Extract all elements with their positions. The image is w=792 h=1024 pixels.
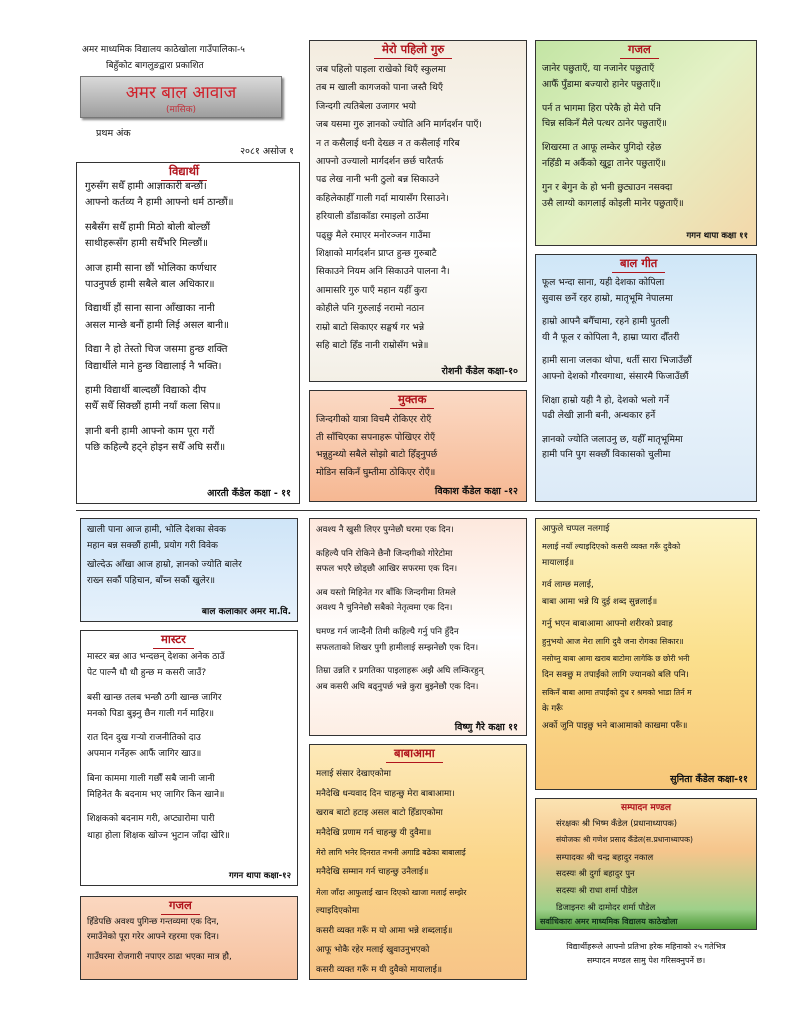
- poem-title: बाल गीत: [612, 255, 665, 273]
- editorial-board: [535, 798, 757, 930]
- poem-title: मेरो पहिलो गुरु: [374, 41, 452, 59]
- publisher-line: अमर माध्यमिक विद्यालय काठेखोला गाउँपालिका-५: [82, 45, 245, 55]
- poem-author: आरती कँडेल कक्षा - ११: [207, 488, 291, 499]
- poem-line: न त कसैलाई धनी देख्छ न त कसैलाई गरिब: [316, 137, 460, 149]
- poem-author: बाल कलाकार अमर मा.वि.: [201, 607, 291, 617]
- poem-line: खोल्देऊ आँखा आज हाम्रो, ज्ञानको ज्योति बालेर: [87, 560, 242, 570]
- poem-line: मलाई नयाँ ल्याइदिएको कसरी व्यक्त गरूँ दुवैको: [542, 541, 681, 551]
- poem-line: विद्यार्थीले माने हुन्छ विद्यालाई नै भक्ति।: [85, 360, 222, 372]
- poem-line: आफ्नो उज्यालो मार्गदर्शन छर्छ चारैतर्फ: [316, 156, 444, 168]
- frequency: (मासिक): [165, 105, 197, 115]
- poem-line: चिन्न सकिनँ मैले पत्थर ठानेर पछुताएँ॥: [542, 118, 667, 130]
- poem-line: राम्रो बाटो सिकाएर सङ्घर्ष गर भन्ने: [316, 321, 425, 333]
- poem-line: हामी साना जलका थोपा, धर्ती सारा भिजाउँछौं: [542, 355, 692, 367]
- poem-author: सुनिता कँडेल कक्षा-११: [670, 774, 748, 785]
- poem-line: गाउँघरमा रोजगारी नपाएर ठाढा भएका मात्र हौ,: [87, 952, 232, 962]
- poem-mero-pahilo-guru: [309, 40, 527, 382]
- poem-lines: [316, 411, 437, 481]
- poem-line: अपमान गर्नेहरू आफैं जागिर खाउ॥: [87, 749, 202, 760]
- poem-line: बिना काममा गाली गर्छौं सबै जानी जानी: [87, 773, 215, 784]
- poem-line: तिम्रा उन्नति र प्रगतिका पाइलाहरू अझै अघि लम्किरहुन्: [316, 666, 484, 677]
- poem-baal-geet: [535, 254, 757, 502]
- poem-title: मास्टर: [153, 631, 194, 649]
- poem-line: खाली पाना आज हामी, भोलि देशका सेवक: [87, 525, 226, 535]
- poem-line: विद्यार्थी हौं साना साना आँखाका नानी: [85, 303, 215, 315]
- poem-line: अवश्य नै खुसी लिएर पुग्नेछौ घरमा एक दिन।: [316, 525, 454, 535]
- poem-line: ज्ञानी बनी हामी आफ्नो काम पूरा गरौं: [85, 425, 215, 437]
- poem-line: नसोच्नु बाबा आमा खराब बाटोमा लागेकि छ छोरी भनी: [542, 654, 690, 663]
- poem-babaama: [309, 744, 527, 980]
- poem-line: पछि कहिल्यै हट्ने होइन सधैँ अघि सरौं॥: [85, 442, 226, 454]
- poem-line: सकिनँ बाबा आमा तपाईंको दुध र श्रमको भाडा तिर्न म: [542, 688, 692, 697]
- poem-line: घमण्ड गर्न जान्दैनौ तिमी कहिल्यै गर्नु पनि हुँदैन: [316, 626, 459, 637]
- poem-line: मायालाई॥: [542, 558, 574, 568]
- editorial-members: [556, 815, 693, 916]
- poem-line: कहिल्यै पनि रोकिने छैनौ जिन्दगीको गोरेटोमा: [316, 548, 453, 559]
- poem-author: गगन थापा कक्षा ११: [686, 231, 748, 241]
- poem-title: गजल: [161, 897, 200, 915]
- poem-line: जानेर पछुताएँ, या नजानेर पछुताएँ: [542, 63, 655, 74]
- poem-line: कसरी व्यक्त गरूँ म यी दुवैको मायालाई॥: [316, 964, 442, 975]
- poem-line: असल मान्छे बनौं हामी लिई असल बानी॥: [85, 319, 229, 331]
- poem-line: शिखरमा त आफू लम्केर पुगिदो रहेछ: [542, 142, 662, 154]
- poem-line: कोहीले पनि गुरुलाई नरामो नठान: [316, 303, 425, 315]
- poem-line: हाम्रो आफ्नै बगैँचामा, रहने हामी पुतली: [542, 316, 670, 328]
- poem-line: मेरो लागि भनेर दिनरात नभनी अगाडि बढेका बाबालाई: [316, 848, 466, 858]
- poem-author: विष्णु गैरे कक्षा ११: [454, 722, 518, 733]
- poem-line: रमाउँनेको पूरा गरेर आफ्ने रहरमा एक दिन।: [87, 932, 220, 942]
- poem-line: ज्ञानको ज्योति जलाउनु छ, यहीँ मातृभूमिमा: [542, 433, 683, 445]
- poem-line: मोडिन सकिनँ घुम्तीमा ठोकिएर रोएँ॥: [316, 466, 436, 478]
- poem-lines: [542, 521, 692, 735]
- poem-line: उसै लाग्यो कागलाई कोइली मानेर पछुताएँ॥: [542, 197, 684, 209]
- poem-line: मास्टर बन्न आउ भन्दछन् देशका अनेक ठाउँ: [87, 652, 225, 662]
- poem-line: जब यसमा गुरु ज्ञानको ज्योति अनि मार्गदर्शन पाएँ।: [316, 119, 482, 131]
- poem-line: अब यस्तो मिहिनेत गर बाँकि जिन्दगीमा तिमले: [316, 587, 456, 598]
- poem-line: ल्याइदिएकोमा: [316, 906, 360, 917]
- poem-line: मनको पिडा बुझ्नु छैन गाली गर्न माहिर॥: [87, 708, 215, 719]
- poem-line: विद्या नै हो तेस्तो चिज जसमा हुन्छ शक्ति: [85, 344, 228, 356]
- poem-line: गुरुसँग सधैँ हामी आज्ञाकारी बन्छौं।: [85, 181, 207, 192]
- poem-line: यी नै फूल र कोपिला नै, हाम्रा प्यारा दौँतरी: [542, 331, 680, 343]
- poem-line: मनैदेखि सम्मान गर्न चाहन्छु उनैलाई॥: [316, 866, 429, 877]
- poem-line: गर्नु भएन बाबाआमा आफ्नो शरीरको प्रवाह: [542, 619, 673, 629]
- poem-line: आज हामी साना छौं भोलिका कर्णधार: [85, 262, 217, 274]
- poem-line: पाउनुपर्छ हामी सबैले बाल अधिकार॥: [85, 279, 215, 291]
- editorial-member: सदस्यः श्री दुर्गा बहादुर पुन: [556, 868, 635, 879]
- poem-line: मेला जाँदा आफुलाई खान दिएको खाजा मलाई सम्झेर: [316, 887, 467, 897]
- editorial-member: संयोजकः श्री गणेश प्रसाद कँडेल(स.प्रधानाध्यापक): [556, 834, 693, 844]
- poem-line: पढी लेखी ज्ञानी बनी, अन्धकार हर्ने: [542, 410, 656, 422]
- poem-line: गुन र बेगुन के हो भनी छुट्याउन नसक्दा: [542, 181, 673, 193]
- poem-line: थाहा होला शिक्षक खोज्न भुटान जाँदा खेरि॥: [87, 830, 230, 841]
- poem-lines: [316, 523, 483, 695]
- poem-line: जिन्दगीको यात्रा विचमै रोकिएर रोएँ: [316, 414, 432, 425]
- poem-muktak: [309, 390, 527, 502]
- poem-line: सफल भएरै छोड्छौ आखिर सफरमा एक दिन।: [316, 564, 458, 575]
- poem-line: सधैँ सधैँ सिक्छौं हामी नयाँ कला सिप॥: [85, 401, 221, 413]
- poem-line: पेट पाल्नै धौ धौ हुन्छ म कसरी जाउँ?: [87, 668, 207, 679]
- poem-line: बसी खान्छ तलब भन्छौ ठगी खान्छ जागिर: [87, 692, 222, 703]
- poem-author: गगन थापा कक्षा-१२: [228, 871, 291, 881]
- poem-title: मुक्तक: [390, 391, 434, 409]
- poem-line: के गरूँ: [542, 704, 563, 714]
- poem-lines: [542, 275, 692, 463]
- poem-lines: [87, 649, 230, 844]
- poem-chappal: [535, 518, 757, 790]
- poem-gajal-1: [535, 40, 757, 246]
- poem-line: पढ लेख नानी भनी ठुलो बन्न सिकाउने: [316, 174, 440, 186]
- copyright-strip: सर्वाधिकारः अमर माध्यमिक विद्यालय काठेखोला: [540, 917, 678, 926]
- poem-line: साथीहरूसँग हामी सधैँभरि मिल्छौं॥: [85, 238, 209, 250]
- poem-line: सुवास छर्ने रहर हाम्रो, मातृभूमि नेपालमा: [542, 292, 673, 304]
- submission-note: [535, 940, 757, 968]
- editorial-member: संरक्षकः श्री भिष्म कँडेल (प्रधानाध्यापक): [556, 818, 678, 828]
- poem-khali-pana: [80, 518, 298, 622]
- poem-line: मिहिनेत कै बदनाम भए जागिर किन खाने॥: [87, 790, 225, 801]
- poem-line: गर्व लाग्छ मलाई,: [542, 580, 594, 590]
- poem-line: जिन्दगी त्यतिबेला उजागर भयो: [316, 100, 417, 112]
- submission-note-line: विद्यार्थीहरूले आफ्नो प्रतिभा हरेक महिनाको २५ गतेभित्र: [566, 942, 726, 951]
- masthead: [76, 40, 300, 158]
- poem-line: कसरी व्यक्त गरूँ म यो आमा भन्ने शब्दलाई॥: [316, 925, 453, 936]
- poem-line: खराब बाटो हटाइ असल बाटो हिँडाएकोमा: [316, 808, 443, 819]
- poem-line: सफलताको शिखर पुगी हामीलाई सम्झनेछौ एक दिन।: [316, 642, 479, 653]
- poem-gajal-2: [80, 896, 298, 980]
- poem-line: सहि बाटो हिँड नानी राम्रोसँग भन्ने॥: [316, 340, 429, 352]
- poem-line: पढ्छु मैले रमाएर मनोरञ्जन गाउँमा: [316, 229, 431, 241]
- poem-line: महान बन्न सक्छौं हामी, प्रयोग गरी विवेक: [87, 540, 218, 551]
- poem-line: हामी पनि पुग सक्छौं विकासको चुलीमा: [542, 449, 671, 461]
- editorial-member: सदस्यः श्री राधा शर्मा पौडेल: [556, 885, 638, 896]
- issue-number: प्रथम अंक: [96, 128, 131, 139]
- poem-lines: [316, 765, 466, 980]
- issue-date: २०८१ असोज १: [240, 146, 294, 157]
- poem-line: हुनुभयो आज मेरा लागि दुवै जना रोगका सिकार॥: [542, 636, 684, 646]
- submission-note-line: सम्पादन मण्डल सामु पेश गरिसक्नुपर्ने छ।: [586, 956, 706, 965]
- poem-line: बाबा आमा भन्ने यि दुई शब्द सुन्नलाई॥: [542, 597, 658, 607]
- poem-title: विद्यार्थी: [161, 163, 207, 181]
- section-divider: [76, 510, 760, 511]
- poem-line: आफ्नो कर्तव्य नै हामी आफ्नो धर्म ठान्छौं॥: [85, 197, 234, 209]
- poem-line: अर्को जुनि पाइछु भने बाआमाको काखमा परूँ॥: [542, 721, 688, 731]
- poem-line: तब म खाली कागजको पाना जस्तै थिएँ: [316, 82, 443, 94]
- poem-line: जब पहिलो पाइला राखेको थिएँ स्कुलमा: [316, 64, 446, 75]
- editorial-member: सम्पादकः श्री चन्द्र बहादुर नकाल: [556, 851, 654, 862]
- poem-line: हामी विद्यार्थी बाल्दछौं विद्याको दीप: [85, 385, 207, 397]
- editorial-member: डिजाइनरः श्री दामोदर शर्मा पौडेल: [556, 901, 656, 912]
- poem-line: फूल भन्दा साना, यही देशका कोपिला: [542, 277, 665, 288]
- poem-lines: [316, 61, 482, 356]
- newspaper-name: अमर बाल आवाज: [125, 83, 237, 103]
- poem-line: आफू भोकै रहेर मलाई खुवाउनुभएको: [316, 945, 430, 956]
- poem-author: रोशनी कँडेल कक्षा-१०: [441, 366, 518, 377]
- poem-vidyarthi: [76, 162, 300, 504]
- poem-lines: [542, 61, 684, 211]
- poem-line: आफुले चप्पल नलगाई: [542, 524, 610, 534]
- poem-line: मनैदेखि धन्यवाद दिन चाहन्छु मेरा बाबाआमा।: [316, 788, 455, 799]
- poem-line: अवश्य नै चुनिनेछौ सबैको नेतृत्वमा एक दिन।: [316, 603, 453, 614]
- poem-title: बाबाआमा: [386, 745, 443, 763]
- poem-line: हरियाली डाँडाकाँडा रमाइलो ठाउँमा: [316, 211, 429, 223]
- poem-line: मलाई संसार देखाएकोमा: [316, 769, 391, 779]
- poem-line: रात दिन दुख गर्‍यो राजनीतिको दाउ: [87, 733, 201, 744]
- poem-line: मनैदेखि प्रणाम गर्न चाहन्छु यी दुवैमा॥: [316, 827, 432, 838]
- poem-line: कहिलेकाहीँ गाली गर्दा मायासँग रिसाउने।: [316, 192, 449, 204]
- poem-line: राख्न सकौं पहिचान, बाँच्न सकौं खुलेर॥: [87, 575, 215, 586]
- editorial-heading: सम्पादन मण्डल: [621, 803, 671, 813]
- poem-avashya: [309, 518, 527, 736]
- poem-lines: [87, 523, 242, 589]
- poem-master: [80, 630, 298, 886]
- poem-lines: [87, 915, 232, 965]
- poem-line: आफैँ पुँडामा बज्यारो हानेर पछुताएँ॥: [542, 78, 661, 90]
- poem-line: सिकाउने नियम अनि सिकाउने पालना नै।: [316, 266, 450, 278]
- poem-line: शिक्षा हाम्रो यही नै हो, देशको भलो गर्ने: [542, 394, 669, 406]
- poem-line: हिँडेपछि अवश्य पुगिन्छ गन्तव्यमा एक दिन,: [87, 917, 219, 927]
- poem-line: भन्नुहुन्थ्यो सबैले सोझो बाटो हिँड्नुपर्छ: [316, 449, 438, 460]
- poem-line: दिन सक्छु म तपाईंको लागि ज्यानको बलि पनि।: [542, 670, 689, 680]
- poem-line: नहिँडी म अर्कैको खुट्टा तानेर पछुताएँ॥: [542, 157, 666, 169]
- poem-line: अब कसरी अघि बढ्नुपर्छ भन्ने कुरा बुझ्नेछौ एक दिन।: [316, 681, 479, 692]
- poem-title: गजल: [620, 41, 659, 59]
- poem-line: शिक्षाको मार्गदर्शन प्राप्त हुन्छ गुरुबाटै: [316, 248, 437, 260]
- poem-lines: [85, 179, 234, 457]
- publisher-line: बिहुँकोट बागलुङद्वारा प्रकाशित: [106, 61, 204, 71]
- poem-line: सबैसँग सधैँ हामी मिठो बोली बोल्छौं: [85, 221, 211, 233]
- poem-line: पर्न त भागमा हिरा परेकै हो मेरो पनि: [542, 102, 661, 114]
- poem-line: ती साँचिएका सपनाहरू पोखिएर रोएँ: [316, 431, 436, 443]
- poem-author: विकाश कँडेल कक्षा -१२: [434, 486, 518, 497]
- poem-line: शिक्षकको बदनाम गरी, अप्ट्यारोमा पारी: [87, 814, 215, 825]
- poem-line: आमासरि गुरु पाएँ महान यहीँ कुरा: [316, 284, 428, 296]
- poem-line: आफ्नो देशको गौरवगाथा, संसारमै फिजाउँछौं: [542, 370, 689, 382]
- newspaper-name-banner: [80, 76, 282, 118]
